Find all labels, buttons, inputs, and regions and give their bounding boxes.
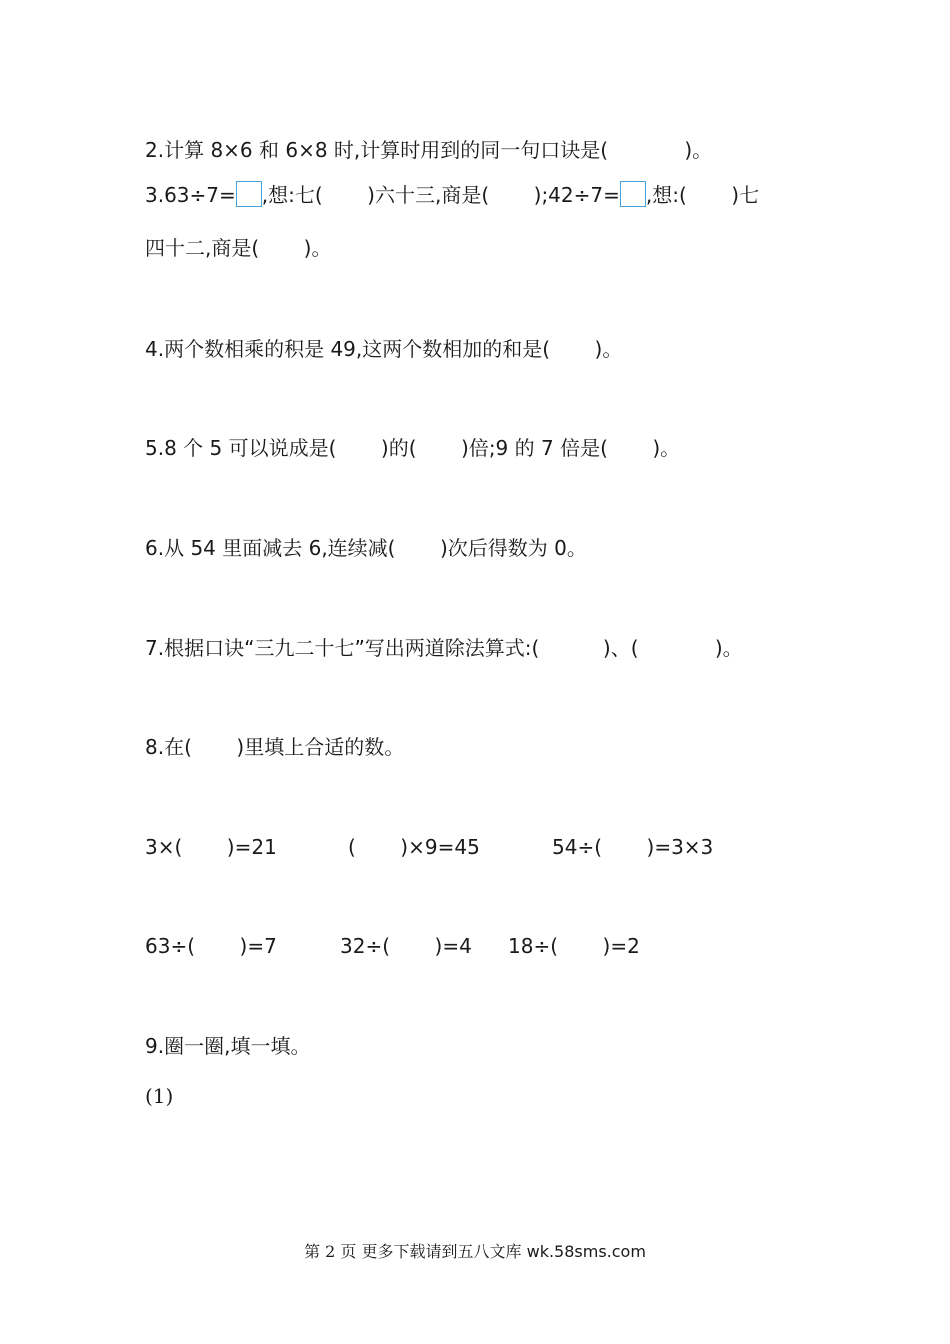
- equation: 32÷( )=4: [340, 934, 472, 958]
- question-3-line-2: 四十二,商是( )。: [145, 236, 332, 260]
- answer-box-2[interactable]: [620, 181, 646, 207]
- footer-prefix: 第: [304, 1242, 326, 1261]
- question-9-subpart: (1): [145, 1084, 174, 1108]
- question-2: 2.计算 8×6 和 6×8 时,计算时用到的同一句口诀是( )。: [145, 138, 713, 162]
- equation: 63÷( )=7: [145, 934, 277, 958]
- question-7: 7.根据口诀“三九二十七”写出两道除法算式:( )、( )。: [145, 636, 743, 660]
- question-3-text-a: 3.63÷7=: [145, 183, 236, 207]
- answer-box-1[interactable]: [236, 181, 262, 207]
- page-number: 2: [325, 1242, 336, 1261]
- equation: 18÷( )=2: [508, 934, 640, 958]
- equation: 54÷( )=3×3: [552, 835, 714, 859]
- question-3-line-1: [145, 180, 759, 210]
- page-footer: [0, 1240, 950, 1264]
- equation: ( )×9=45: [348, 835, 480, 859]
- question-5: 5.8 个 5 可以说成是( )的( )倍;9 的 7 倍是( )。: [145, 436, 681, 460]
- question-9: 9.圈一圈,填一填。: [145, 1034, 311, 1058]
- question-3-text-b: ,想:七( )六十三,商是( );42÷7=: [261, 183, 620, 207]
- question-6: 6.从 54 里面减去 6,连续减( )次后得数为 0。: [145, 536, 587, 560]
- question-8: 8.在( )里填上合适的数。: [145, 735, 405, 759]
- question-3-text-c: ,想:( )七: [645, 183, 760, 207]
- footer-suffix: 页 更多下载请到五八文库 wk.58sms.com: [335, 1242, 646, 1261]
- question-4: 4.两个数相乘的积是 49,这两个数相加的和是( )。: [145, 337, 623, 361]
- equation: 3×( )=21: [145, 835, 277, 859]
